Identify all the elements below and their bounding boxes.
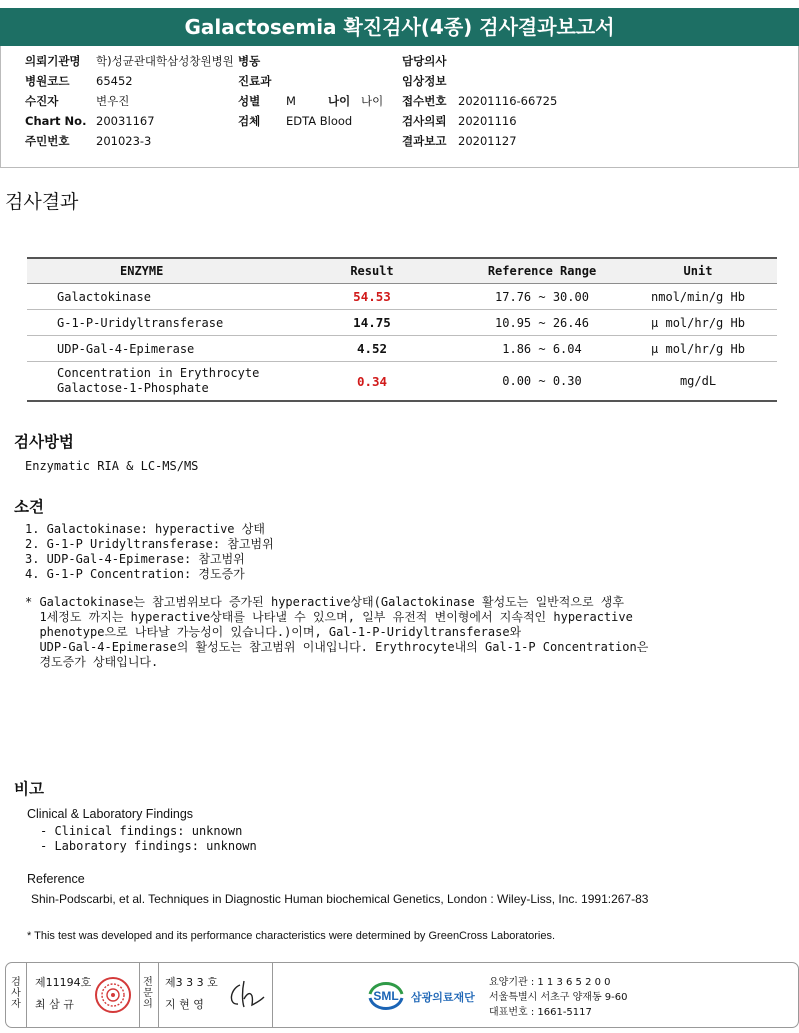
receipt-value: 20201116-66725 — [458, 94, 558, 108]
request-date-value: 20201116 — [458, 114, 517, 128]
inspector-name: 최 삼 규 — [35, 998, 74, 1011]
age-value: 나이 — [361, 94, 384, 108]
ward-label: 병동 — [238, 54, 261, 68]
lab-name: 삼광의료재단 — [411, 991, 475, 1004]
method-text: Enzymatic RIA & LC-MS/MS — [25, 459, 199, 473]
patient-label: 수진자 — [25, 94, 59, 108]
reference-range: 17.76 ~ 30.00 — [495, 289, 589, 304]
unit: nmol/min/g Hb — [651, 289, 745, 304]
approver-label: 전문의 — [143, 977, 153, 1010]
finding-note-line: 1세정도 까지는 hyperactive상태를 나타낼 수 있으며, 일부 유전적 변이형에서 지속적인 hyperactive — [25, 610, 633, 624]
laboratory-finding-line: - Laboratory findings: unknown — [40, 839, 257, 853]
inspector-seal-icon — [95, 977, 131, 1013]
facility-code: 요양기관 : 1 1 3 6 5 2 0 0 — [489, 977, 611, 988]
approver-license-no: 제3 3 3 호 — [165, 976, 218, 989]
enzyme-name: UDP-Gal-4-Epimerase — [57, 341, 195, 356]
unit: μ mol/hr/g Hb — [651, 341, 745, 356]
sex-value: M — [286, 94, 296, 108]
enzyme-name-line: Concentration in Erythrocyte — [57, 366, 260, 380]
finding-item: 3. UDP-Gal-4-Epimerase: 참고범위 — [25, 552, 245, 566]
doctor-label: 담당의사 — [402, 54, 447, 68]
reference-text: Shin-Podscarbi, et al. Techniques in Diagnostic Human biochemical Genetics, London : Wiley-Liss, Inc. 1991:267-83 — [31, 892, 649, 906]
lab-address: 서울특별시 서초구 양재동 9-60 — [489, 992, 628, 1003]
report-title: Galactosemia 확진검사(4종) 검사결과보고서 — [0, 8, 799, 46]
divider — [26, 963, 27, 1027]
signature-icon — [224, 977, 266, 1013]
finding-item: 2. G-1-P Uridyltransferase: 참고범위 — [25, 537, 274, 551]
results-table — [27, 257, 777, 402]
finding-note-line: phenotype으로 나타날 가능성이 있습니다.)이며, Gal-1-P-Uridyltransferase와 — [25, 625, 522, 639]
result-value: 0.34 — [356, 373, 388, 389]
specimen-value: EDTA Blood — [286, 114, 353, 128]
age-label: 나이 — [328, 94, 351, 108]
results-header-row — [27, 257, 777, 284]
divider — [139, 963, 140, 1027]
signature-panel — [5, 962, 799, 1028]
enzyme-column-header: ENZYME — [120, 264, 164, 278]
finding-item: 4. G-1-P Concentration: 경도증가 — [25, 567, 245, 581]
result-value: 14.75 — [353, 315, 391, 330]
finding-note-line: * Galactokinase는 참고범위보다 증가된 hyperactive상태(Galactokinase 활성도는 일반적으로 생후 — [25, 595, 624, 609]
result-column-header: Result — [350, 264, 394, 278]
inspector-license-no: 제11194호 — [35, 976, 92, 989]
enzyme-name — [57, 362, 259, 400]
results-heading: 검사결과 — [5, 191, 79, 213]
institution-value: 학)성균관대학삼성창원병원 — [96, 54, 234, 68]
patient-value: 변우진 — [96, 94, 130, 108]
sex-label: 성별 — [238, 94, 261, 108]
unit: μ mol/hr/g Hb — [651, 315, 745, 330]
approver-name: 지 현 영 — [165, 998, 204, 1011]
enzyme-name: Galactokinase — [57, 289, 151, 304]
table-row — [27, 336, 777, 362]
result-value: 54.53 — [353, 289, 391, 304]
unit: mg/dL — [679, 374, 717, 388]
department-label: 진료과 — [238, 74, 272, 88]
finding-note-line: 경도증가 상태입니다. — [25, 655, 159, 669]
patient-info-panel — [0, 46, 799, 168]
table-row — [27, 284, 777, 310]
divider — [272, 963, 273, 1027]
findings-heading: 소견 — [14, 498, 44, 516]
reference-column-header: Reference Range — [487, 264, 597, 278]
resident-id-label: 주민번호 — [25, 134, 70, 148]
resident-id-value: 201023-3 — [96, 134, 152, 148]
reference-range: 10.95 ~ 26.46 — [495, 315, 589, 330]
remarks-heading: 비고 — [14, 780, 44, 798]
clinical-info-label: 임상정보 — [402, 74, 447, 88]
reference-range: 0.00 ~ 0.30 — [502, 374, 582, 388]
clinical-finding-line: - Clinical findings: unknown — [40, 824, 243, 838]
finding-item: 1. Galactokinase: hyperactive 상태 — [25, 522, 265, 536]
clinical-findings-heading: Clinical & Laboratory Findings — [27, 807, 194, 821]
enzyme-name: G-1-P-Uridyltransferase — [57, 315, 224, 330]
chart-no-label: Chart No. — [25, 114, 87, 128]
divider — [158, 963, 159, 1027]
receipt-label: 접수번호 — [402, 94, 447, 108]
hospital-code-label: 병원코드 — [25, 74, 70, 88]
report-date-value: 20201127 — [458, 134, 517, 148]
sml-logo-icon — [366, 976, 406, 1016]
logo-text: SML — [373, 989, 399, 1003]
enzyme-name-line: Galactose-1-Phosphate — [57, 381, 209, 395]
hospital-code-value: 65452 — [96, 74, 133, 88]
table-row — [27, 310, 777, 336]
result-value: 4.52 — [356, 341, 388, 356]
specimen-label: 검체 — [238, 114, 261, 128]
unit-column-header: Unit — [683, 264, 713, 278]
lab-phone: 대표번호 : 1661-5117 — [489, 1007, 592, 1018]
disclaimer-text: * This test was developed and its performance characteristics were determined by GreenCross Laboratories. — [27, 930, 556, 942]
method-heading: 검사방법 — [14, 433, 74, 451]
finding-note-line: UDP-Gal-4-Epimerase의 활성도는 참고범위 이내입니다. Erythrocyte내의 Gal-1-P Concentration은 — [25, 640, 649, 654]
reference-range: 1.86 ~ 6.04 — [502, 341, 582, 356]
institution-label: 의뢰기관명 — [25, 54, 81, 68]
chart-no-value: 20031167 — [96, 114, 155, 128]
table-row — [27, 362, 777, 402]
reference-heading: Reference — [27, 872, 85, 886]
report-date-label: 결과보고 — [402, 134, 447, 148]
inspector-label: 검사자 — [11, 977, 21, 1010]
request-date-label: 검사의뢰 — [402, 114, 447, 128]
